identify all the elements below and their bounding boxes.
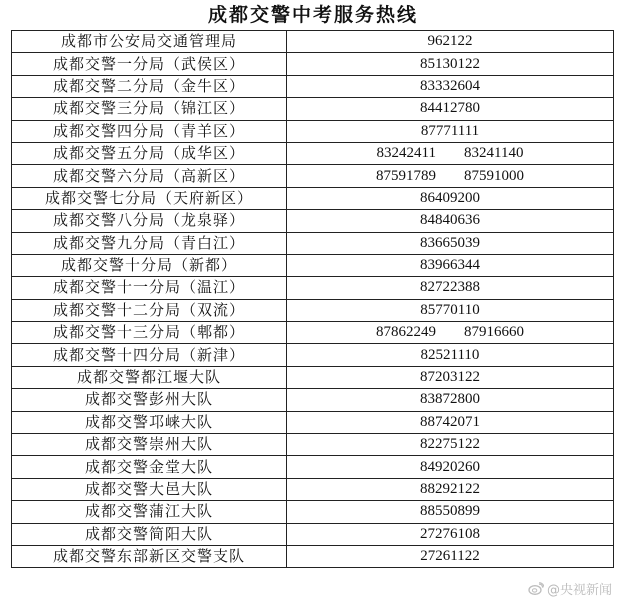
table-row xyxy=(12,344,614,366)
unit-name-cell: 成都交警二分局（金牛区） xyxy=(12,75,287,97)
unit-name-cell: 成都交警邛崃大队 xyxy=(12,411,287,433)
unit-name-cell: 成都交警三分局（锦江区） xyxy=(12,98,287,120)
phone-number: 83665039 xyxy=(420,234,480,251)
table-row xyxy=(12,523,614,545)
phone-cell xyxy=(287,501,614,523)
phone-number: 87771111 xyxy=(420,122,480,139)
table-row xyxy=(12,75,614,97)
unit-name-cell: 成都交警六分局（高新区） xyxy=(12,165,287,187)
unit-name-cell: 成都交警八分局（龙泉驿） xyxy=(12,210,287,232)
watermark xyxy=(528,579,612,598)
unit-name-cell: 成都交警十分局（新都） xyxy=(12,254,287,276)
unit-name-cell: 成都交警一分局（武侯区） xyxy=(12,53,287,75)
phone-cell xyxy=(287,344,614,366)
unit-name-cell: 成都交警崇州大队 xyxy=(12,434,287,456)
unit-name-cell: 成都交警十二分局（双流） xyxy=(12,299,287,321)
table-row xyxy=(12,389,614,411)
phone-cell xyxy=(287,142,614,164)
table-row xyxy=(12,366,614,388)
phone-cell xyxy=(287,53,614,75)
phone-number: 27261122 xyxy=(420,548,480,565)
phone-number: 87862249 xyxy=(376,324,436,341)
phone-number: 87203122 xyxy=(420,369,480,386)
phone-number: 84920260 xyxy=(420,458,480,475)
table-row xyxy=(12,277,614,299)
phone-cell xyxy=(287,210,614,232)
unit-name-cell: 成都交警十四分局（新津） xyxy=(12,344,287,366)
hotline-table xyxy=(11,30,614,568)
phone-number: 86409200 xyxy=(420,189,480,206)
phone-cell xyxy=(287,456,614,478)
table-row xyxy=(12,501,614,523)
phone-cell xyxy=(287,165,614,187)
phone-cell xyxy=(287,232,614,254)
phone-number: 87591000 xyxy=(464,167,524,184)
phone-number: 85770110 xyxy=(420,301,480,318)
phone-cell xyxy=(287,545,614,567)
phone-cell xyxy=(287,322,614,344)
phone-number: 83241140 xyxy=(464,145,524,162)
phone-number: 82722388 xyxy=(420,279,480,296)
unit-name-cell: 成都交警大邑大队 xyxy=(12,478,287,500)
table-row xyxy=(12,411,614,433)
table-row xyxy=(12,120,614,142)
unit-name-cell: 成都交警蒲江大队 xyxy=(12,501,287,523)
unit-name-cell: 成都交警东部新区交警支队 xyxy=(12,545,287,567)
unit-name-cell: 成都交警十一分局（温江） xyxy=(12,277,287,299)
phone-number: 27276108 xyxy=(420,525,480,542)
phone-cell xyxy=(287,411,614,433)
unit-name-cell: 成都交警九分局（青白江） xyxy=(12,232,287,254)
phone-number: 82275122 xyxy=(420,436,480,453)
phone-cell xyxy=(287,187,614,209)
phone-cell xyxy=(287,434,614,456)
table-row xyxy=(12,322,614,344)
phone-number: 84412780 xyxy=(420,100,480,117)
phone-number: 83242411 xyxy=(376,145,436,162)
table-row xyxy=(12,187,614,209)
unit-name-cell: 成都交警四分局（青羊区） xyxy=(12,120,287,142)
table-row xyxy=(12,98,614,120)
unit-name-cell: 成都交警七分局（天府新区） xyxy=(12,187,287,209)
table-row xyxy=(12,53,614,75)
phone-number: 83966344 xyxy=(420,257,480,274)
phone-cell xyxy=(287,98,614,120)
phone-cell xyxy=(287,31,614,53)
table-row xyxy=(12,299,614,321)
table-row xyxy=(12,142,614,164)
table-row xyxy=(12,254,614,276)
phone-number: 87916660 xyxy=(464,324,524,341)
unit-name-cell: 成都交警五分局（成华区） xyxy=(12,142,287,164)
watermark-text: @央视新闻 xyxy=(546,583,612,598)
phone-number: 88292122 xyxy=(420,481,480,497)
phone-number: 88550899 xyxy=(420,503,480,520)
phone-cell xyxy=(287,299,614,321)
phone-cell xyxy=(287,75,614,97)
phone-number: 88742071 xyxy=(420,413,480,430)
unit-name-cell: 成都市公安局交通管理局 xyxy=(12,31,287,53)
phone-cell xyxy=(287,389,614,411)
phone-cell xyxy=(287,523,614,545)
unit-name-cell: 成都交警都江堰大队 xyxy=(12,366,287,388)
phone-number: 962122 xyxy=(427,33,473,50)
phone-cell xyxy=(287,366,614,388)
unit-name-cell: 成都交警彭州大队 xyxy=(12,389,287,411)
unit-name-cell: 成都交警简阳大队 xyxy=(12,523,287,545)
page-title: 成都交警中考服务热线 xyxy=(207,4,418,26)
table-row xyxy=(12,232,614,254)
phone-cell xyxy=(287,478,614,500)
phone-cell xyxy=(287,120,614,142)
table-row xyxy=(12,545,614,567)
table-row xyxy=(12,478,614,500)
phone-number: 85130122 xyxy=(420,55,480,72)
unit-name-cell: 成都交警金堂大队 xyxy=(12,456,287,478)
phone-cell xyxy=(287,254,614,276)
table-row xyxy=(12,210,614,232)
hotline-table-body xyxy=(12,31,614,568)
table-row xyxy=(12,165,614,187)
phone-number: 82521110 xyxy=(420,346,480,363)
phone-cell xyxy=(287,277,614,299)
table-row xyxy=(12,456,614,478)
unit-name-cell: 成都交警十三分局（郫都） xyxy=(12,322,287,344)
table-row xyxy=(12,434,614,456)
phone-number: 83332604 xyxy=(420,77,480,94)
phone-number: 83872800 xyxy=(420,391,480,408)
phone-number: 87591789 xyxy=(376,167,436,184)
weibo-icon xyxy=(528,582,544,595)
table-row xyxy=(12,31,614,53)
phone-number: 84840636 xyxy=(420,212,480,229)
